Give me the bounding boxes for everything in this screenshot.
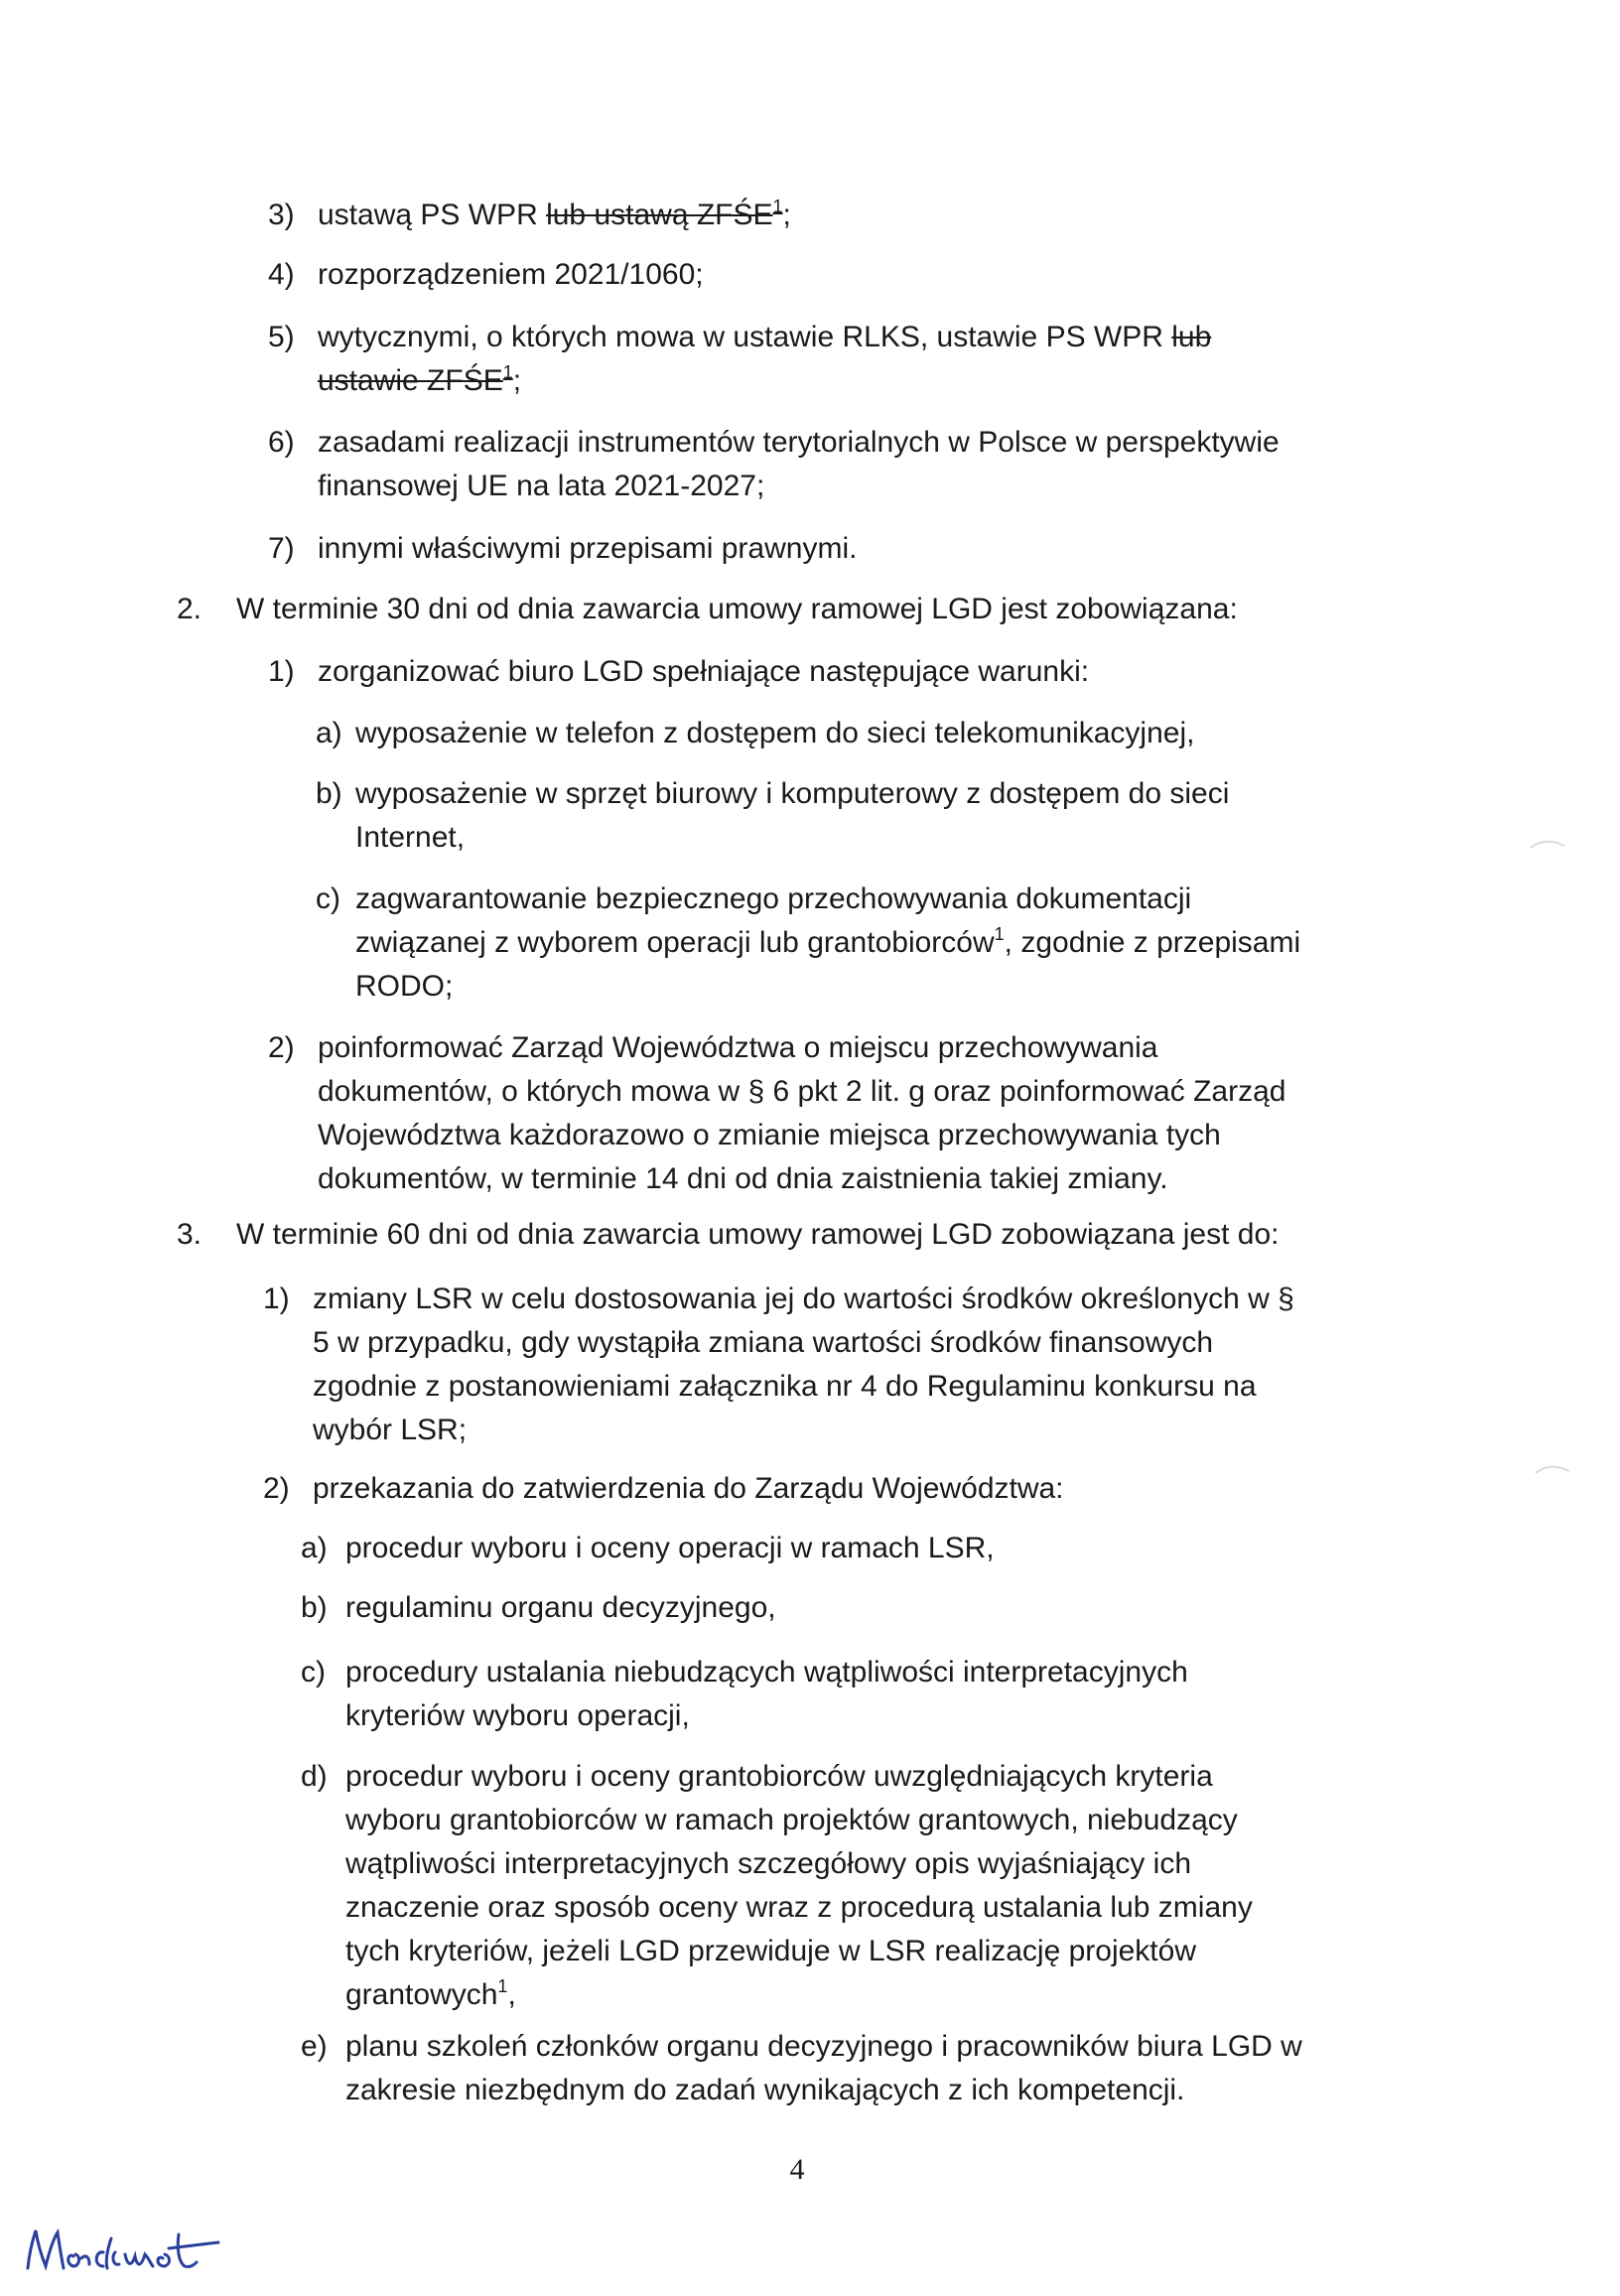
struck-text: lub: [1171, 321, 1212, 353]
item-text: zasadami realizacji instrumentów terytorialnych w Polsce w perspektywie finansowej UE na lata 2021-2027;: [318, 426, 1280, 502]
scan-artifact: [1529, 834, 1568, 854]
section-text: W terminie 30 dni od dnia zawarcia umowy ramowej LGD jest zobowiązana:: [236, 593, 1238, 625]
subitem-letter: a): [316, 717, 342, 749]
struck-text: ustawie ZFŚE$^1$: [318, 362, 513, 397]
subitem-text: zagwarantowanie bezpiecznego przechowywania dokumentacji związanej z wyborem operacji lub grantobiorców$^1$, zgodnie z przepisami RODO;: [355, 882, 1301, 1003]
subitem-letter: e): [301, 2030, 328, 2063]
item-number: 4): [268, 258, 295, 291]
item-text: innymi właściwymi przepisami prawnymi.: [318, 532, 858, 565]
item-number: 1): [268, 655, 295, 688]
item-text: przekazania do zatwierdzenia do Zarządu Województwa:: [313, 1472, 1064, 1505]
subitem-text: procedury ustalania niebudzących wątpliwości interpretacyjnych kryteriów wyboru operacji,: [345, 1656, 1188, 1732]
item-text: zorganizować biuro LGD spełniające następujące warunki:: [318, 655, 1090, 688]
item-text: ustawą PS WPR lub ustawą ZFŚE$^1$;: [318, 197, 791, 231]
subitem-text: wyposażenie w telefon z dostępem do sieci telekomunikacyjnej,: [355, 717, 1195, 749]
subitem-letter: b): [301, 1591, 328, 1624]
struck-text: lub ustawą ZFŚE$^1$: [546, 197, 783, 231]
section-number: 3.: [177, 1218, 202, 1251]
subitem-text: planu szkoleń członków organu decyzyjnego i pracowników biura LGD w zakresie niezbędnym do zadań wynikających z ich kompetencji.: [345, 2030, 1302, 2106]
subitem-text: procedur wyboru i oceny operacji w ramach LSR,: [345, 1532, 995, 1564]
page-number: 4: [789, 2153, 805, 2186]
item-number: 3): [268, 199, 295, 231]
item-number: 2): [263, 1472, 290, 1505]
section-text: W terminie 60 dni od dnia zawarcia umowy ramowej LGD zobowiązana jest do:: [236, 1218, 1280, 1251]
item-number: 6): [268, 426, 295, 459]
handwritten-signature: [20, 2209, 268, 2283]
section-number: 2.: [177, 593, 202, 625]
subitem-letter: c): [301, 1656, 326, 1688]
subitem-letter: b): [316, 777, 342, 810]
subitem-letter: d): [301, 1760, 328, 1793]
scan-artifact: [1534, 1459, 1573, 1479]
item-number: 7): [268, 532, 295, 565]
item-text: wytycznymi, o których mowa w ustawie RLKS, ustawie PS WPR lub ustawie ZFŚE$^1$;: [318, 321, 1212, 397]
subitem-text: wyposażenie w sprzęt biurowy i komputerowy z dostępem do sieci Internet,: [355, 777, 1230, 854]
subitem-letter: a): [301, 1532, 328, 1564]
item-text: poinformować Zarząd Województwa o miejscu przechowywania dokumentów, o których mowa w § 6 pkt 2 lit. g oraz poinformować Zarząd Województwa każdorazowo o zmianie miejsca przechowywania tych dokumentów, w terminie 14 dni od dnia zaistnienia takiej zmiany.: [318, 1031, 1286, 1195]
item-number: 2): [268, 1031, 295, 1064]
subitem-text: procedur wyboru i oceny grantobiorców uwzględniających kryteria wyboru grantobiorców w ramach projektów grantowych, niebudzący wątpliwości interpretacyjnych szczegółowy opis wyjaśniający ich znaczenie oraz sposób oceny wraz z procedurą ustalania lub zmiany tych kryteriów, jeżeli LGD przewiduje w LSR realizację projektów grantowych$^1$,: [345, 1760, 1253, 2011]
item-number: 1): [263, 1283, 290, 1315]
item-text: rozporządzeniem 2021/1060;: [318, 258, 704, 291]
item-text: zmiany LSR w celu dostosowania jej do wartości środków określonych w § 5 w przypadku, gdy wystąpiła zmiana wartości środków finansowych zgodnie z postanowieniami załącznika nr 4 do Regulaminu konkursu na wybór LSR;: [313, 1283, 1294, 1446]
subitem-text: regulaminu organu decyzyjnego,: [345, 1591, 776, 1624]
item-number: 5): [268, 321, 295, 353]
subitem-letter: c): [316, 882, 340, 915]
